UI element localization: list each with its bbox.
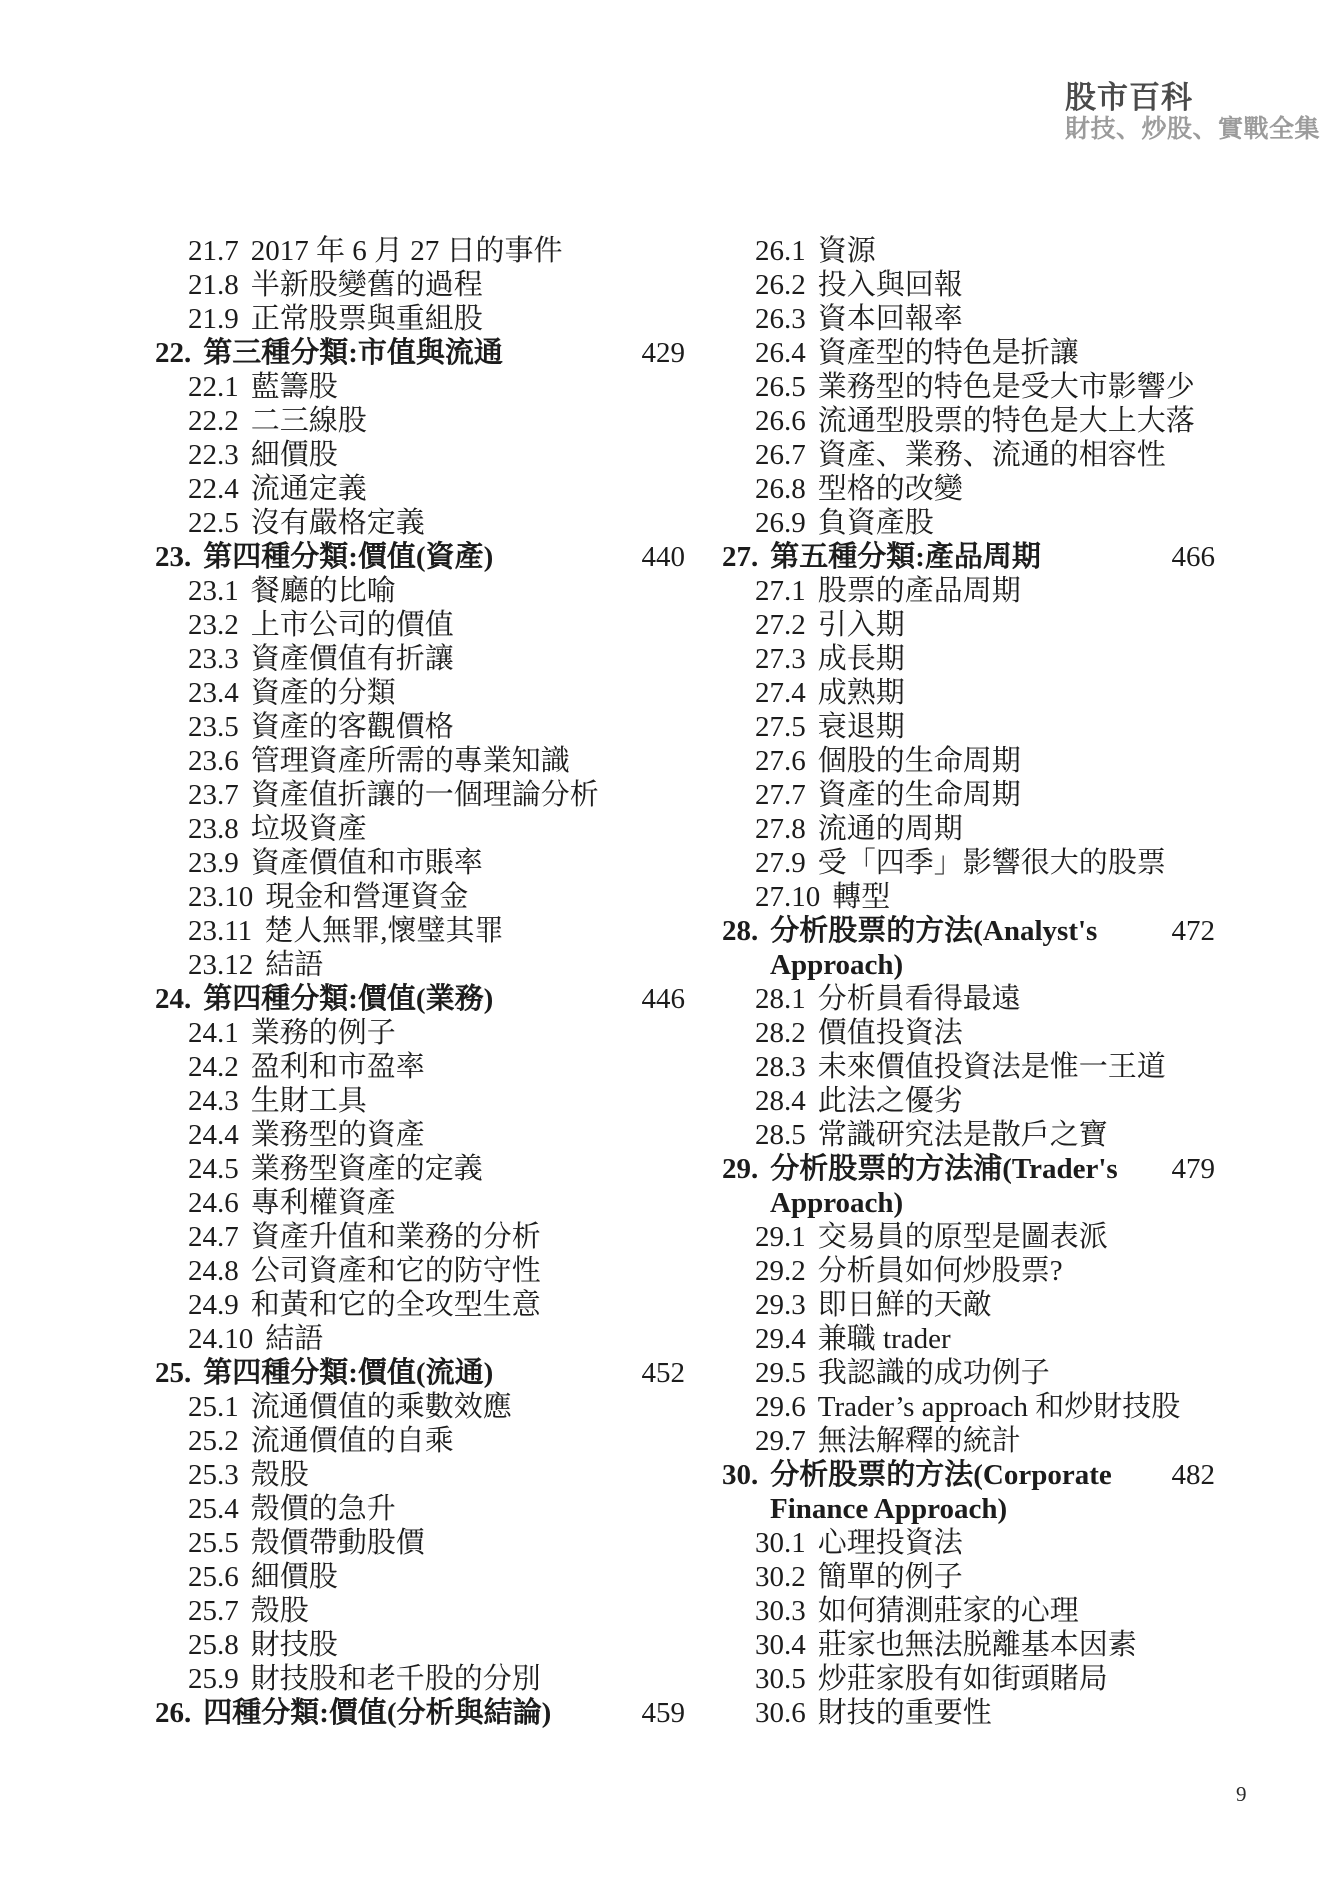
- toc-entry-number: 23.3: [188, 643, 239, 675]
- toc-entry-page-number: 459: [641, 1697, 685, 1729]
- toc-entry-page-number: 479: [1171, 1153, 1215, 1185]
- toc-entry-number: 26.2: [755, 269, 806, 301]
- toc-entry-title: 和黃和它的全攻型生意: [250, 1289, 541, 1321]
- toc-entry: [155, 846, 685, 880]
- toc-entry-title: 資產價值和市賬率: [250, 847, 483, 879]
- toc-entry-title: 第四種分類:價值(流通): [203, 1357, 494, 1389]
- toc-entry-number: 29.2: [755, 1255, 806, 1287]
- toc-entry-title: 細價股: [250, 1561, 338, 1593]
- toc-entry-title: 資本回報率: [817, 303, 963, 335]
- toc-entry-title: 餐廳的比喻: [250, 575, 396, 607]
- toc-entry-number: 22.4: [188, 473, 239, 505]
- toc-entry-title: 第五種分類:產品周期: [770, 541, 1041, 573]
- toc-entry-number: 25.7: [188, 1595, 239, 1627]
- toc-entry: [722, 370, 1215, 404]
- toc-entry: [155, 438, 685, 472]
- toc-entry: [722, 404, 1215, 438]
- toc-entry-title: 分析股票的方法(Corporate: [770, 1459, 1112, 1491]
- toc-entry-title: 資源: [817, 235, 876, 267]
- toc-entry: [155, 608, 685, 642]
- toc-entry: [722, 1662, 1215, 1696]
- toc-entry-title: 業務型的特色是受大市影響少: [817, 371, 1195, 403]
- toc-entry-page-number: 440: [641, 541, 685, 573]
- toc-entry-title: 專利權資產: [250, 1187, 396, 1219]
- toc-entry-title: 生財工具: [250, 1085, 367, 1117]
- toc-entry: [722, 540, 1215, 574]
- toc-entry-number: 27.1: [755, 575, 806, 607]
- toc-entry-number: 30.4: [755, 1629, 806, 1661]
- toc-entry-title: 財技股和老千股的分別: [250, 1663, 541, 1695]
- toc-entry: [722, 438, 1215, 472]
- toc-entry-number: 28.1: [755, 983, 806, 1015]
- toc-entry-number: 23.: [155, 541, 192, 573]
- toc-entry: [722, 608, 1215, 642]
- toc-entry: [722, 812, 1215, 846]
- toc-entry-number: 29.5: [755, 1357, 806, 1389]
- toc-entry: [722, 1492, 1215, 1526]
- toc-entry-title: 四種分類:價值(分析與結論): [203, 1697, 552, 1729]
- toc-entry-title: 業務的例子: [250, 1017, 396, 1049]
- toc-entry-title: 此法之優劣: [817, 1085, 963, 1117]
- toc-entry-number: 29.: [722, 1153, 759, 1185]
- toc-entry: [155, 1560, 685, 1594]
- toc-entry: [722, 472, 1215, 506]
- toc-entry-title: 業務型資產的定義: [250, 1153, 483, 1185]
- toc-entry-number: 27.10: [755, 881, 821, 913]
- toc-entry-number: 24.6: [188, 1187, 239, 1219]
- toc-entry-title: 莊家也無法脱離基本因素: [817, 1629, 1137, 1661]
- toc-entry-title: 第三種分類:市值與流通: [203, 337, 503, 369]
- toc-entry-number: 26.5: [755, 371, 806, 403]
- toc-entry-title: 資產價值有折讓: [250, 643, 454, 675]
- toc-entry-title: 負資產股: [817, 507, 934, 539]
- toc-entry-number: 24.8: [188, 1255, 239, 1287]
- toc-entry: [155, 1186, 685, 1220]
- toc-entry: [155, 948, 685, 982]
- toc-entry-title: 分析股票的方法(Analyst's: [770, 915, 1098, 947]
- toc-entry-number: 24.7: [188, 1221, 239, 1253]
- toc-entry-title: 即日鮮的天敵: [817, 1289, 992, 1321]
- toc-entry-number: 25.6: [188, 1561, 239, 1593]
- toc-entry: [155, 540, 685, 574]
- toc-entry-number: 29.3: [755, 1289, 806, 1321]
- toc-entry-title: 分析員如何炒股票?: [817, 1255, 1063, 1287]
- toc-entry-number: 23.1: [188, 575, 239, 607]
- toc-entry: [155, 1152, 685, 1186]
- toc-entry-number: 24.5: [188, 1153, 239, 1185]
- toc-entry-number: 30.6: [755, 1697, 806, 1729]
- toc-entry: [155, 914, 685, 948]
- toc-entry-title: 盈利和市盈率: [250, 1051, 425, 1083]
- toc-entry-number: 24.9: [188, 1289, 239, 1321]
- toc-entry: [155, 1458, 685, 1492]
- toc-entry-title: 轉型: [832, 881, 891, 913]
- toc-entry: [722, 506, 1215, 540]
- toc-entry-number: 29.1: [755, 1221, 806, 1253]
- toc-entry-title: 我認識的成功例子: [817, 1357, 1050, 1389]
- toc-entry-number: 27.9: [755, 847, 806, 879]
- toc-entry-number: 22.2: [188, 405, 239, 437]
- toc-entry: [155, 1628, 685, 1662]
- toc-entry-title: 流通的周期: [817, 813, 963, 845]
- toc-entry: [155, 1288, 685, 1322]
- toc-entry: [722, 1254, 1215, 1288]
- toc-entry-page-number: 452: [641, 1357, 685, 1389]
- toc-entry-number: 21.8: [188, 269, 239, 301]
- toc-entry: [722, 880, 1215, 914]
- toc-entry-number: 24.10: [188, 1323, 254, 1355]
- toc-entry-number: 28.2: [755, 1017, 806, 1049]
- toc-entry: [722, 1118, 1215, 1152]
- toc-entry: [155, 1526, 685, 1560]
- toc-entry: [722, 846, 1215, 880]
- toc-entry-title: 正常股票與重組股: [250, 303, 483, 335]
- toc-entry: [722, 1322, 1215, 1356]
- toc-entry: [155, 268, 685, 302]
- toc-entry-number: 30.3: [755, 1595, 806, 1627]
- toc-entry-title: 楚人無罪,懷璧其罪: [264, 915, 504, 947]
- toc-entry-number: 25.3: [188, 1459, 239, 1491]
- toc-entry: [722, 948, 1215, 982]
- toc-entry: [155, 1016, 685, 1050]
- toc-entry-number: 30.1: [755, 1527, 806, 1559]
- toc-entry: [155, 336, 685, 370]
- toc-entry-number: 27.6: [755, 745, 806, 777]
- toc-entry-number: 30.5: [755, 1663, 806, 1695]
- toc-entry: [722, 336, 1215, 370]
- toc-entry-title: 管理資產所需的專業知識: [250, 745, 570, 777]
- toc-entry-title: 二三線股: [250, 405, 367, 437]
- toc-entry: [155, 1696, 685, 1730]
- toc-entry: [722, 1050, 1215, 1084]
- toc-entry: [155, 506, 685, 540]
- toc-entry: [722, 982, 1215, 1016]
- toc-entry-title: 分析股票的方法浦(Trader's: [770, 1153, 1118, 1185]
- toc-entry: [722, 268, 1215, 302]
- toc-entry-number: 23.9: [188, 847, 239, 879]
- toc-entry: [155, 1356, 685, 1390]
- toc-entry-title: Approach): [770, 949, 904, 981]
- toc-entry-title: 資產、業務、流通的相容性: [817, 439, 1166, 471]
- toc-entry-number: 27.4: [755, 677, 806, 709]
- toc-entry: [155, 1594, 685, 1628]
- toc-entry: [722, 1424, 1215, 1458]
- toc-entry: [722, 1016, 1215, 1050]
- toc-entry: [722, 914, 1215, 948]
- toc-entry-title: 第四種分類:價值(資產): [203, 541, 494, 573]
- toc-entry-title: 成熟期: [817, 677, 905, 709]
- toc-entry-title: 結語: [265, 949, 324, 981]
- toc-entry: [722, 1560, 1215, 1594]
- toc-entry-number: 23.7: [188, 779, 239, 811]
- toc-entry: [722, 642, 1215, 676]
- page-number: 9: [1236, 1782, 1247, 1806]
- toc-entry-page-number: 429: [641, 337, 685, 369]
- toc-entry-title: 流通型股票的特色是大上大落: [817, 405, 1195, 437]
- toc-entry-number: 23.4: [188, 677, 239, 709]
- toc-entry: [722, 1186, 1215, 1220]
- toc-entry-title: 兼職 trader: [817, 1323, 951, 1355]
- toc-entry-title: 2017 年 6 月 27 日的事件: [250, 235, 563, 267]
- toc-entry-title: 結語: [265, 1323, 324, 1355]
- toc-entry-title: 資產值折讓的一個理論分析: [250, 779, 599, 811]
- toc-entry-title: 上市公司的價值: [250, 609, 454, 641]
- toc-entry-number: 21.7: [188, 235, 239, 267]
- toc-entry-title: 財技的重要性: [817, 1697, 992, 1729]
- book-subtitle: 財技、炒股、實戰全集: [1065, 116, 1321, 143]
- toc-entry: [722, 1526, 1215, 1560]
- toc-entry-number: 27.3: [755, 643, 806, 675]
- toc-entry-number: 27.2: [755, 609, 806, 641]
- toc-entry-title: 資產的生命周期: [817, 779, 1021, 811]
- book-header: [1065, 82, 1320, 142]
- toc-entry-number: 28.5: [755, 1119, 806, 1151]
- toc-entry-number: 23.5: [188, 711, 239, 743]
- toc-entry-title: 沒有嚴格定義: [250, 507, 425, 539]
- toc-entry: [155, 812, 685, 846]
- toc-entry-number: 30.2: [755, 1561, 806, 1593]
- toc-entry-number: 29.6: [755, 1391, 806, 1423]
- toc-entry-number: 28.4: [755, 1085, 806, 1117]
- toc-entry-number: 26.3: [755, 303, 806, 335]
- toc-entry-number: 27.5: [755, 711, 806, 743]
- toc-entry: [155, 1084, 685, 1118]
- toc-entry-title: 垃圾資產: [250, 813, 367, 845]
- toc-entry-title: 未來價值投資法是惟一王道: [817, 1051, 1166, 1083]
- toc-entry-title: 炒莊家股有如街頭賭局: [817, 1663, 1108, 1695]
- toc-entry-number: 27.8: [755, 813, 806, 845]
- toc-entry-title: Finance Approach): [770, 1493, 1008, 1525]
- toc-entry: [722, 1390, 1215, 1424]
- toc-entry: [722, 1288, 1215, 1322]
- toc-entry-title: 殼價的急升: [250, 1493, 396, 1525]
- toc-entry-page-number: 472: [1171, 915, 1215, 947]
- toc-entry-number: 29.4: [755, 1323, 806, 1355]
- toc-entry: [722, 1628, 1215, 1662]
- toc-entry-title: 現金和營運資金: [265, 881, 469, 913]
- toc-entry-number: 23.11: [188, 915, 253, 947]
- toc-entry: [155, 1118, 685, 1152]
- toc-entry-number: 25.1: [188, 1391, 239, 1423]
- toc-entry-number: 23.10: [188, 881, 254, 913]
- toc-entry-title: 流通價值的乘數效應: [250, 1391, 512, 1423]
- toc-column-left: [155, 234, 685, 1730]
- toc-entry-number: 29.7: [755, 1425, 806, 1457]
- toc-entry-title: 常識研究法是散戶之寶: [817, 1119, 1108, 1151]
- toc-entry-title: 型格的改變: [817, 473, 963, 505]
- toc-entry-title: 流通價值的自乘: [250, 1425, 454, 1457]
- toc-entry: [722, 744, 1215, 778]
- toc-entry-number: 26.9: [755, 507, 806, 539]
- toc-entry: [155, 982, 685, 1016]
- toc-entry: [155, 880, 685, 914]
- toc-column-right: [722, 234, 1215, 1730]
- toc-entry-number: 26.7: [755, 439, 806, 471]
- toc-entry-title: 引入期: [817, 609, 905, 641]
- toc-entry-title: 殼股: [250, 1459, 309, 1491]
- toc-entry-number: 24.3: [188, 1085, 239, 1117]
- toc-entry-number: 23.6: [188, 745, 239, 777]
- toc-entry-number: 21.9: [188, 303, 239, 335]
- toc-entry: [722, 778, 1215, 812]
- toc-entry: [155, 744, 685, 778]
- toc-entry-title: 資產型的特色是折讓: [817, 337, 1079, 369]
- toc-entry-number: 27.: [722, 541, 759, 573]
- toc-entry: [155, 1492, 685, 1526]
- toc-entry: [722, 1220, 1215, 1254]
- toc-entry-title: 無法解釋的統計: [817, 1425, 1021, 1457]
- toc-entry: [155, 1662, 685, 1696]
- toc-entry-title: 殼價帶動股價: [250, 1527, 425, 1559]
- toc-entry-title: 成長期: [817, 643, 905, 675]
- toc-entry: [155, 302, 685, 336]
- toc-entry: [722, 1458, 1215, 1492]
- toc-entry-title: 價值投資法: [817, 1017, 963, 1049]
- toc-entry-title: 資產升值和業務的分析: [250, 1221, 541, 1253]
- toc-entry: [722, 1356, 1215, 1390]
- toc-entry-title: 流通定義: [250, 473, 367, 505]
- toc-entry-title: 殼股: [250, 1595, 309, 1627]
- toc-entry-number: 23.8: [188, 813, 239, 845]
- toc-entry-number: 25.4: [188, 1493, 239, 1525]
- toc-entry-number: 26.4: [755, 337, 806, 369]
- toc-entry: [155, 1220, 685, 1254]
- toc-entry-number: 26.1: [755, 235, 806, 267]
- toc-entry-title: 股票的產品周期: [817, 575, 1021, 607]
- toc-entry-number: 24.4: [188, 1119, 239, 1151]
- toc-entry-title: 心理投資法: [817, 1527, 963, 1559]
- toc-entry: [722, 676, 1215, 710]
- toc-entry: [155, 676, 685, 710]
- toc-entry: [155, 1322, 685, 1356]
- toc-entry-number: 23.12: [188, 949, 254, 981]
- toc-entry-page-number: 466: [1171, 541, 1215, 573]
- toc-entry-number: 25.8: [188, 1629, 239, 1661]
- toc-entry-title: 業務型的資產: [250, 1119, 425, 1151]
- toc-entry: [155, 778, 685, 812]
- toc-entry-number: 25.2: [188, 1425, 239, 1457]
- toc-entry-title: 簡單的例子: [817, 1561, 963, 1593]
- toc-entry-number: 22.3: [188, 439, 239, 471]
- toc-entry-title: 資產的分類: [250, 677, 396, 709]
- toc-entry-title: 半新股變舊的過程: [250, 269, 483, 301]
- toc-entry-number: 24.: [155, 983, 192, 1015]
- toc-entry: [155, 642, 685, 676]
- toc-entry-title: 分析員看得最遠: [817, 983, 1021, 1015]
- toc-entry: [155, 710, 685, 744]
- toc-entry-title: 投入與回報: [817, 269, 963, 301]
- toc-entry-number: 28.: [722, 915, 759, 947]
- toc-entry: [155, 370, 685, 404]
- toc-entry: [155, 1424, 685, 1458]
- toc-entry-title: 個股的生命周期: [817, 745, 1021, 777]
- toc-entry-number: 26.8: [755, 473, 806, 505]
- toc-entry-number: 26.: [155, 1697, 192, 1729]
- toc-entry: [722, 1594, 1215, 1628]
- toc-entry-title: Approach): [770, 1187, 904, 1219]
- toc-entry-title: 交易員的原型是圖表派: [817, 1221, 1108, 1253]
- toc-entry-number: 22.: [155, 337, 192, 369]
- toc-entry-number: 24.1: [188, 1017, 239, 1049]
- toc-entry-title: 如何猜測莊家的心理: [817, 1595, 1079, 1627]
- toc-entry-number: 24.2: [188, 1051, 239, 1083]
- toc-entry-number: 25.5: [188, 1527, 239, 1559]
- toc-entry: [722, 1696, 1215, 1730]
- toc-entry: [722, 710, 1215, 744]
- toc-entry-title: 衰退期: [817, 711, 905, 743]
- toc-entry-title: 細價股: [250, 439, 338, 471]
- toc-entry-page-number: 482: [1171, 1459, 1215, 1491]
- toc-entry: [155, 404, 685, 438]
- toc-entry-number: 22.1: [188, 371, 239, 403]
- toc-entry: [722, 302, 1215, 336]
- toc-entry: [722, 1152, 1215, 1186]
- toc-entry-title: 公司資產和它的防守性: [250, 1255, 541, 1287]
- toc-entry: [155, 1390, 685, 1424]
- toc-entry-title: 資產的客觀價格: [250, 711, 454, 743]
- toc-entry-title: 藍籌股: [250, 371, 338, 403]
- toc-entry-number: 25.: [155, 1357, 192, 1389]
- toc-entry-title: 受「四季」影響很大的股票: [817, 847, 1166, 879]
- toc-entry-number: 30.: [722, 1459, 759, 1491]
- toc-entry-page-number: 446: [641, 983, 685, 1015]
- toc-entry: [155, 1050, 685, 1084]
- toc-entry-number: 25.9: [188, 1663, 239, 1695]
- toc-entry-number: 22.5: [188, 507, 239, 539]
- toc-entry-title: 財技股: [250, 1629, 338, 1661]
- toc-entry: [155, 472, 685, 506]
- toc-entry: [722, 234, 1215, 268]
- toc-entry-title: Trader’s approach 和炒財技股: [817, 1391, 1181, 1423]
- toc-entry: [155, 1254, 685, 1288]
- toc-entry-number: 23.2: [188, 609, 239, 641]
- toc-entry-number: 26.6: [755, 405, 806, 437]
- toc-entry: [722, 574, 1215, 608]
- toc-entry-title: 第四種分類:價值(業務): [203, 983, 494, 1015]
- toc-entry-number: 27.7: [755, 779, 806, 811]
- toc-entry: [155, 574, 685, 608]
- toc-entry: [155, 234, 685, 268]
- toc-entry-number: 28.3: [755, 1051, 806, 1083]
- book-title: 股市百科: [1065, 80, 1193, 115]
- toc-entry: [722, 1084, 1215, 1118]
